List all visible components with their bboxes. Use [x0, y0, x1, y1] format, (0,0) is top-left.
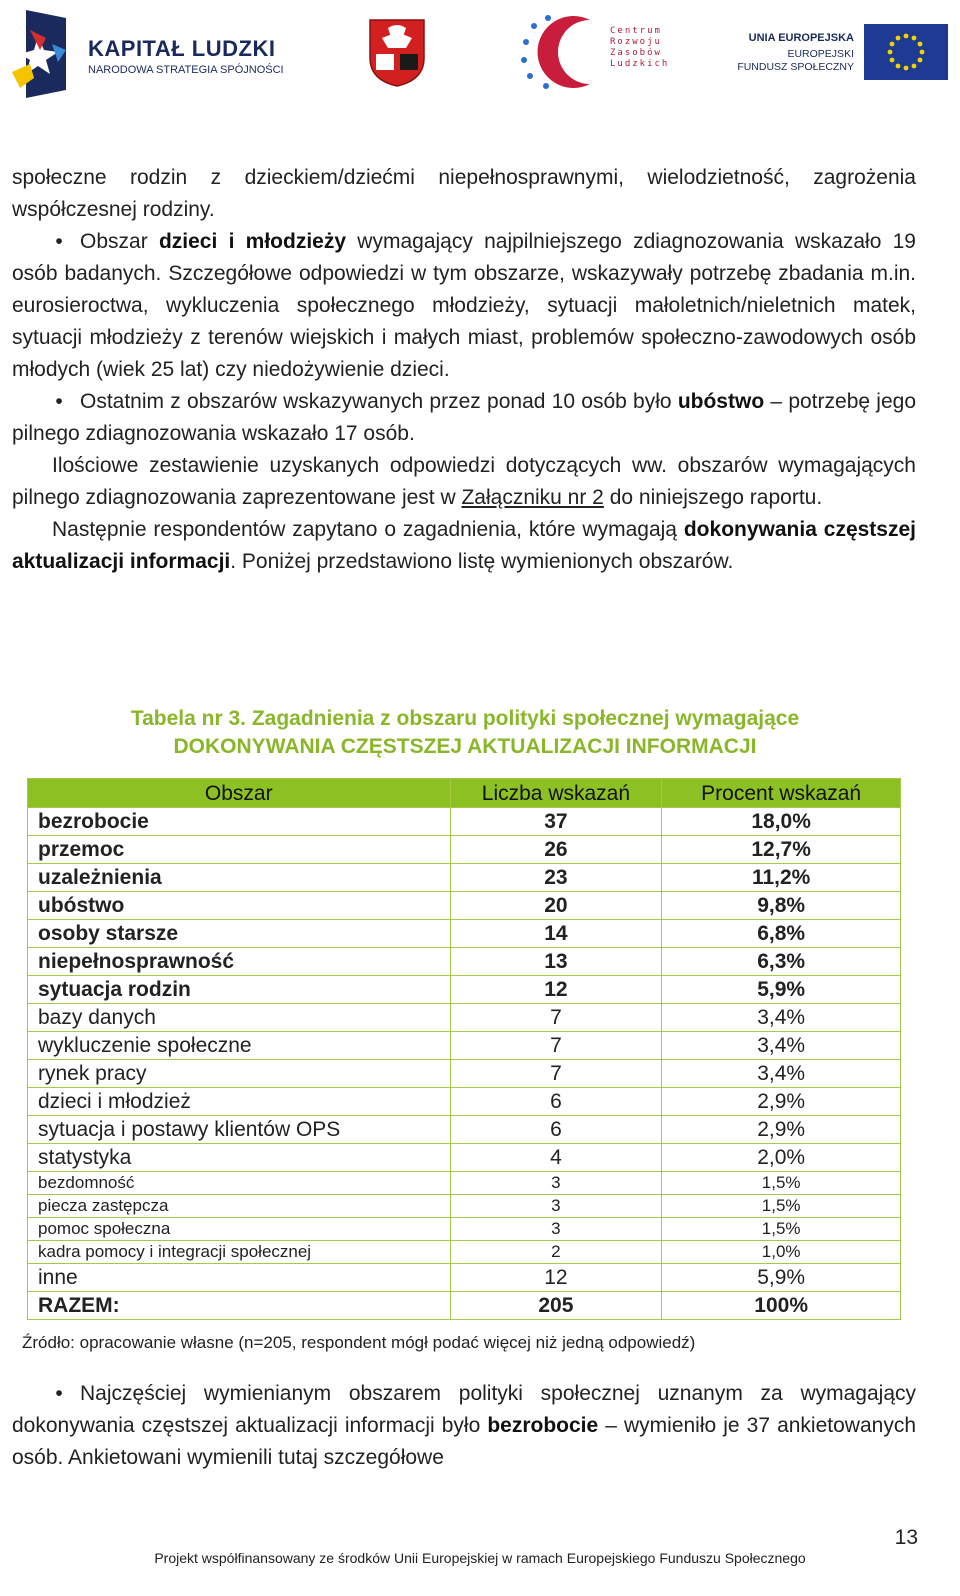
cell-procent: 1,5% [662, 1218, 901, 1241]
b2-bold: ubóstwo [677, 390, 765, 413]
cell-liczba: 3 [450, 1195, 662, 1218]
cell-liczba: 6 [450, 1116, 662, 1144]
cell-obszar: sytuacja i postawy klientów OPS [28, 1116, 451, 1144]
cell-procent: 3,4% [662, 1004, 901, 1032]
cell-liczba: 14 [450, 920, 662, 948]
cell-obszar: dzieci i młodzież [28, 1088, 451, 1116]
cell-procent: 2,9% [662, 1088, 901, 1116]
b1-pre: Obszar [80, 230, 159, 253]
caption-line2: DOKONYWANIA CZĘSTSZEJ AKTUALIZACJI INFORMACJI [173, 735, 757, 758]
bullet-icon: • [55, 230, 63, 253]
cell-procent: 5,9% [662, 976, 901, 1004]
cell-procent: 2,0% [662, 1144, 901, 1172]
cell-liczba: 7 [450, 1060, 662, 1088]
bullet-icon: • [55, 1382, 63, 1405]
cell-procent: 6,3% [662, 948, 901, 976]
paragraph-3 [12, 450, 916, 514]
table-row [28, 1144, 901, 1172]
cell-liczba: 2 [450, 1241, 662, 1264]
cell-obszar: rynek pracy [28, 1060, 451, 1088]
cell-procent: 1,5% [662, 1195, 901, 1218]
b3-pre: Najczęściej wymienianym obszarem polityki społecznej uznanym za wymagający dokonywania częstszej aktualizacji informacji było [12, 1382, 916, 1437]
cell-liczba: 12 [450, 976, 662, 1004]
cell-procent: 1,5% [662, 1172, 901, 1195]
kl-subtitle: NARODOWA STRATEGIA SPÓJNOŚCI [88, 64, 284, 76]
body-text [12, 162, 916, 578]
cell-obszar: piecza zastępcza [28, 1195, 451, 1218]
cell-liczba: 6 [450, 1088, 662, 1116]
eu-flag-icon [864, 24, 948, 80]
table-row [28, 1032, 901, 1060]
cell-liczba: 20 [450, 892, 662, 920]
data-table [27, 778, 901, 1320]
cell-procent: 3,4% [662, 1032, 901, 1060]
bullet-1 [12, 226, 916, 386]
b3-bold: bezrobocie [487, 1414, 599, 1437]
b2-pre: Ostatnim z obszarów wskazywanych przez ponad 10 osób było [80, 390, 678, 413]
bullet-icon: • [55, 390, 63, 413]
cell-procent: 2,9% [662, 1116, 901, 1144]
p3-post: do niniejszego raportu. [603, 486, 823, 509]
crzl-stars-icon [520, 12, 606, 92]
cell-liczba: 4 [450, 1144, 662, 1172]
table-row [28, 948, 901, 976]
cell-liczba: 23 [450, 864, 662, 892]
table-row [28, 920, 901, 948]
cell-procent: 100% [662, 1292, 901, 1320]
kapital-ludzki-star-icon [12, 10, 80, 98]
cell-liczba: 3 [450, 1218, 662, 1241]
ue-logo [728, 18, 952, 88]
cell-procent: 18,0% [662, 808, 901, 836]
p3-pre: Ilościowe zestawienie uzyskanych odpowiedzi dotyczących ww. obszarów wymagających pilnego zdiagnozowania zaprezentowane jest w [12, 454, 916, 509]
paragraph-4 [12, 514, 916, 578]
table-header-row [28, 779, 901, 808]
caption-line1: Tabela nr 3. Zagadnienia z obszaru polityki społecznej wymagające [130, 707, 800, 730]
table-row [28, 836, 901, 864]
cell-liczba: 7 [450, 1032, 662, 1060]
kapital-ludzki-logo [10, 10, 290, 100]
table-row [28, 1264, 901, 1292]
cell-obszar: inne [28, 1264, 451, 1292]
p4-bold: dokonywania częstszej aktualizacji informacji [12, 518, 916, 573]
table-row [28, 808, 901, 836]
cell-procent: 9,8% [662, 892, 901, 920]
cell-obszar: bazy danych [28, 1004, 451, 1032]
cell-obszar: statystyka [28, 1144, 451, 1172]
cell-obszar: uzależnienia [28, 864, 451, 892]
table-row [28, 1116, 901, 1144]
cell-obszar: osoby starsze [28, 920, 451, 948]
p4-pre: Następnie respondentów zapytano o zagadnienia, które wymagają [52, 518, 684, 541]
table-row [28, 1172, 901, 1195]
table-source: Źródło: opracowanie własne (n=205, respondent mógł podać więcej niż jedną odpowiedź) [22, 1333, 696, 1352]
cell-obszar: niepełnosprawność [28, 948, 451, 976]
table-row [28, 1292, 901, 1320]
bullet-2 [12, 386, 916, 450]
footer-note: Projekt współfinansowany ze środków Unii Europejskiej w ramach Europejskiego Funduszu Społecznego [154, 1550, 806, 1566]
cell-obszar: RAZEM: [28, 1292, 451, 1320]
cell-obszar: przemoc [28, 836, 451, 864]
cell-liczba: 13 [450, 948, 662, 976]
b3-post: – wymieniło je 37 ankietowanych osób. Ankietowani wymienili tutaj szczegółowe [12, 1414, 916, 1469]
crzl-logo [520, 12, 670, 92]
cell-obszar: wykluczenie społeczne [28, 1032, 451, 1060]
header-logos [0, 0, 960, 110]
b1-bold: dzieci i młodzieży [158, 230, 347, 253]
table-row [28, 976, 901, 1004]
table-row [28, 1195, 901, 1218]
table-row [28, 864, 901, 892]
cell-obszar: sytuacja rodzin [28, 976, 451, 1004]
body-text-2 [12, 1378, 916, 1474]
p4-post: . Poniżej przedstawiono listę wymienionych obszarów. [230, 550, 734, 573]
table-row [28, 1088, 901, 1116]
table-row [28, 1241, 901, 1264]
cell-procent: 5,9% [662, 1264, 901, 1292]
bullet-3 [12, 1378, 916, 1474]
b2-post: – potrzebę jego pilnego zdiagnozowania wskazało 17 osób. [12, 390, 917, 445]
table-row [28, 1004, 901, 1032]
ue-subtitle-line1: EUROPEJSKI [787, 48, 854, 60]
cell-procent: 12,7% [662, 836, 901, 864]
cell-procent: 11,2% [662, 864, 901, 892]
table-row [28, 892, 901, 920]
ue-title: UNIA EUROPEJSKA [748, 32, 854, 44]
cell-obszar: kadra pomocy i integracji społecznej [28, 1241, 451, 1264]
cell-liczba: 205 [450, 1292, 662, 1320]
header-procent: Procent wskazań [662, 779, 901, 808]
cell-liczba: 26 [450, 836, 662, 864]
cell-obszar: bezrobocie [28, 808, 451, 836]
table-caption [0, 705, 930, 761]
cell-procent: 6,8% [662, 920, 901, 948]
crzl-text: Centrum Rozwoju Zasobów Ludzkich [610, 26, 670, 69]
cell-liczba: 3 [450, 1172, 662, 1195]
cell-liczba: 12 [450, 1264, 662, 1292]
cell-procent: 1,0% [662, 1241, 901, 1264]
attachment-link[interactable]: Załączniku nr 2 [461, 486, 604, 509]
page-number: 13 [894, 1526, 918, 1549]
kl-title: KAPITAŁ LUDZKI [88, 36, 276, 61]
header-obszar: Obszar [28, 779, 451, 808]
table-row [28, 1060, 901, 1088]
cell-procent: 3,4% [662, 1060, 901, 1088]
cell-obszar: bezdomność [28, 1172, 451, 1195]
ue-subtitle-line2: FUNDUSZ SPOŁECZNY [737, 61, 854, 73]
cell-liczba: 7 [450, 1004, 662, 1032]
header-liczba: Liczba wskazań [450, 779, 662, 808]
cell-obszar: ubóstwo [28, 892, 451, 920]
cell-obszar: pomoc społeczna [28, 1218, 451, 1241]
table-row [28, 1218, 901, 1241]
paragraph-1: społeczne rodzin z dzieckiem/dziećmi niepełnosprawnymi, wielodzietność, zagrożenia współczesnej rodziny. [12, 166, 916, 221]
ue-subtitle [728, 48, 854, 74]
coat-of-arms-icon [368, 18, 426, 88]
b1-post: wymagający najpilniejszego zdiagnozowania wskazało 19 osób badanych. Szczegółowe odpowiedzi w tym obszarze, wskazywały potrzebę zbadania m.in. eurosieroctwa, wykluczenia społecznego młodzieży, sytuacji małoletnich/nieletnich matek, sytuacji młodzieży z terenów wiejskich i małych miast, problemów społeczno-zawodowych osób młodych (wiek 25 lat) czy niedożywienie dzieci. [12, 230, 916, 381]
cell-liczba: 37 [450, 808, 662, 836]
